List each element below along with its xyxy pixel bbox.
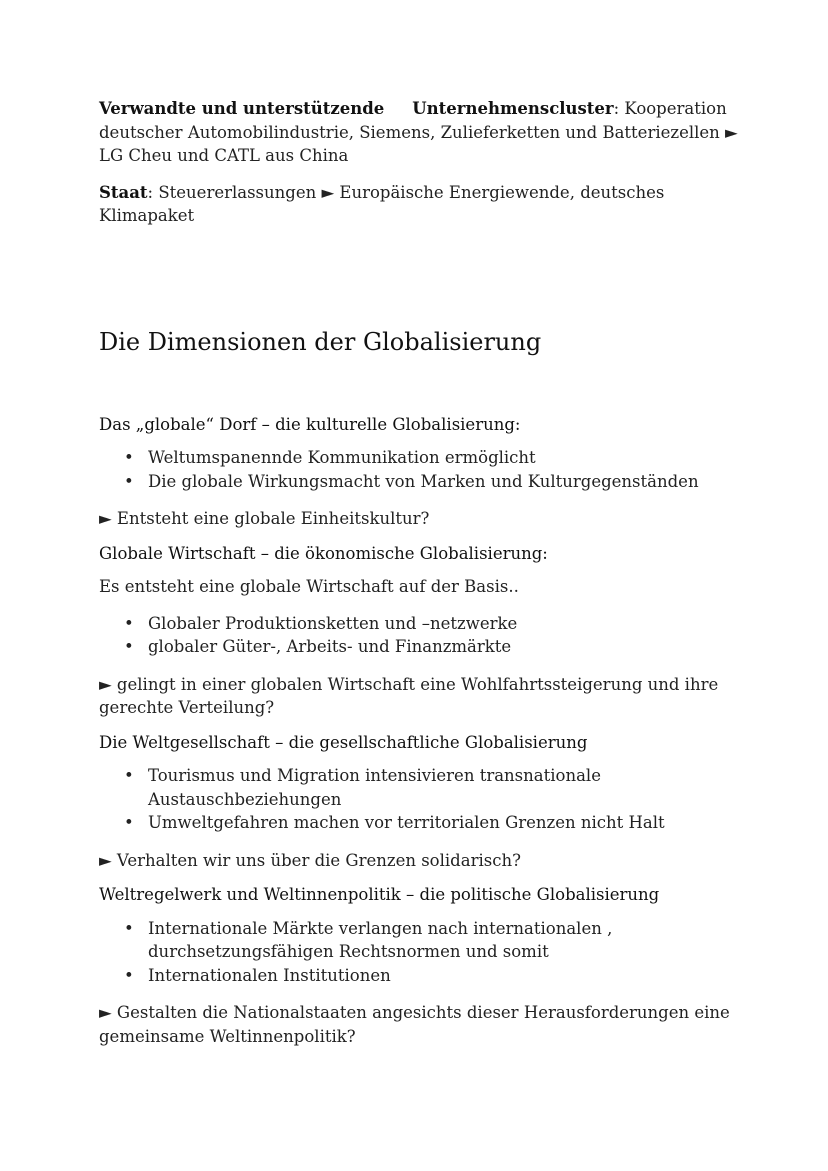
bullet-list bbox=[99, 917, 749, 988]
section-question: ► Gestalten die Nationalstaaten angesichts dieser Herausforderungen eine gemeinsame Weltinnenpolitik? bbox=[99, 1003, 730, 1046]
bullet-list bbox=[99, 446, 749, 493]
section-heading: Das „globale“ Dorf – die kulturelle Globalisierung: bbox=[99, 414, 521, 434]
list-item: • Internationale Märkte verlangen nach internationalen , durchsetzungsfähigen Rechtsnormen und somit bbox=[148, 917, 749, 964]
section-question: ► Verhalten wir uns über die Grenzen solidarisch? bbox=[99, 850, 521, 870]
state-paragraph bbox=[99, 181, 749, 228]
state-label: Staat bbox=[99, 182, 148, 202]
cluster-text: : Kooperation deutscher Automobilindustrie, Siemens, Zulieferketten und Batteriezellen ► LG Cheu und CATL aus China bbox=[99, 99, 738, 165]
section-heading: Die Weltgesellschaft – die gesellschaftliche Globalisierung bbox=[99, 732, 588, 752]
cluster-label: Unternehmenscluster bbox=[412, 99, 614, 118]
bullet-list bbox=[99, 764, 749, 835]
list-item: • Umweltgefahren machen vor territorialen Grenzen nicht Halt bbox=[148, 811, 749, 835]
list-item: • Die globale Wirkungsmacht von Marken und Kulturgegenständen bbox=[148, 470, 749, 494]
list-item: • globaler Güter-, Arbeits- und Finanzmärkte bbox=[148, 635, 749, 659]
section-question: ► gelingt in einer globalen Wirtschaft eine Wohlfahrtssteigerung und ihre gerechte Verteilung? bbox=[99, 674, 719, 717]
related-industries-paragraph bbox=[99, 97, 749, 168]
section-social bbox=[99, 731, 749, 873]
section-question: ► Entsteht eine globale Einheitskultur? bbox=[99, 509, 430, 528]
bullet-list bbox=[99, 612, 749, 659]
section-heading: Weltregelwerk und Weltinnenpolitik – die politische Globalisierung bbox=[99, 885, 660, 904]
section-cultural bbox=[99, 413, 749, 531]
page-title: Die Dimensionen der Globalisierung bbox=[99, 327, 542, 356]
list-item: • Internationalen Institutionen bbox=[148, 964, 749, 988]
section-economic bbox=[99, 542, 749, 720]
section-intro: Es entsteht eine globale Wirtschaft auf der Basis.. bbox=[99, 577, 519, 596]
related-label: Verwandte und unterstützende bbox=[99, 99, 385, 118]
state-text: : Steuererlassungen ► Europäische Energiewende, deutsches Klimapaket bbox=[99, 182, 665, 225]
section-heading: Globale Wirtschaft – die ökonomische Globalisierung: bbox=[99, 543, 548, 563]
page-content bbox=[99, 97, 749, 1059]
section-political bbox=[99, 883, 749, 1048]
list-item: • Weltumspanennde Kommunikation ermöglicht bbox=[148, 446, 749, 470]
list-item: • Globaler Produktionsketten und –netzwerke bbox=[148, 612, 749, 636]
list-item: • Tourismus und Migration intensivieren transnationale Austauschbeziehungen bbox=[148, 764, 749, 811]
